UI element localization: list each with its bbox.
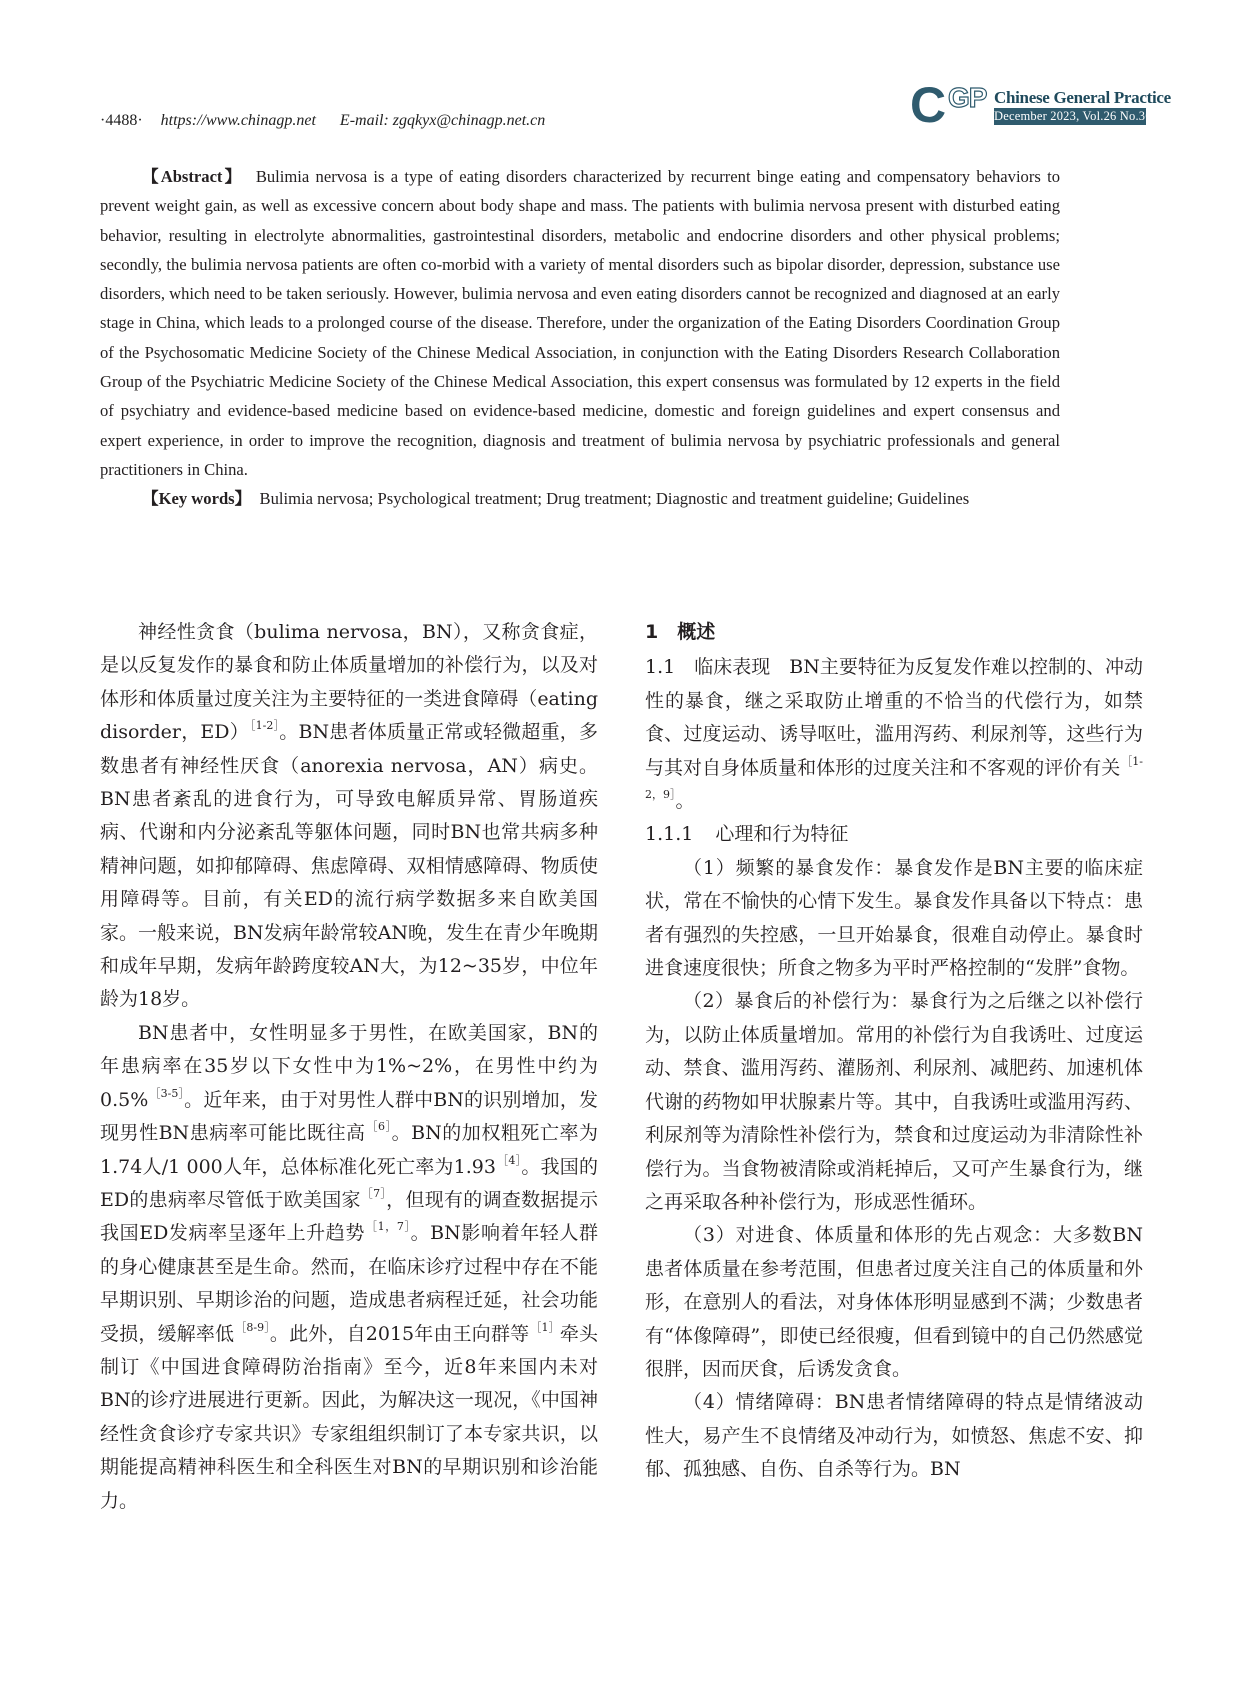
journal-title: Chinese General Practice: [994, 88, 1171, 107]
abstract-paragraph: [100, 162, 1060, 484]
citation[interactable]: ［1-2，9］: [645, 754, 1143, 802]
list-item: （4）情绪障碍：BN患者情绪障碍的特点是情绪波动性大，易产生不良情绪及冲动行为，如愤怒、焦虑不安、抑郁、孤独感、自伤、自杀等行为。BN: [645, 1391, 1143, 1481]
page-header: [100, 77, 1171, 140]
citation[interactable]: ［4］: [496, 1153, 522, 1167]
citation[interactable]: ［6］: [366, 1120, 392, 1134]
citation[interactable]: ［3-5］: [149, 1086, 185, 1100]
keywords-text: Bulimia nervosa; Psychological treatment; Drug treatment; Diagnostic and treatment guideline; Guidelines: [259, 489, 970, 509]
subsection-1-1: 1.1 临床表现 BN主要特征为反复发作难以控制的、冲动性的暴食，继之采取防止增重的不恰当的代偿行为，如禁食、过度运动、诱导呕吐，滥用泻药、利尿剂等，这些行为与其对自身体质量和体形的过度关注和不客观的评价有关$^{[1-2,9]}$。: [645, 656, 1143, 813]
abstract-label: 【Abstract】: [142, 167, 244, 186]
keywords-label: 【Key words】: [142, 489, 252, 509]
website-link[interactable]: https://www.chinagp.net: [160, 112, 316, 129]
intro-paragraph-2: BN患者中，女性明显多于男性，在欧美国家，BN的年患病率在35岁以下女性中为1%~2%，在男性中约为0.5%$^{[3-5]}$。近年来，由于对男性人群中BN的识别增加，发现男性BN患病率可能比既往高$^{[6]}$。BN的加权粗死亡率为1.74人/1 000人年，总体标准化死亡率为$1.93^{[4]}$。我国的ED的患病率尽管低于欧美国家$^{[7]}$，但现有的调查数据提示我国ED发病率呈逐年上升趋势$^{[1,7]}$。BN影响着年轻人群的身心健康甚至是生命。然而，在临床诊疗过程中存在不能早期识别、早期诊治的问题，造成患者病程迁延，社会功能受损，缓解率低$^{[8-9]}$。此外，自2015年由王向群等$^{[1]}$牵头制订《中国进食障碍防治指南》至今，近8年来国内未对BN的诊疗进展进行更新。因此，为解决这一现况，《中国神经性贪食诊疗专家共识》专家组组织制订了本专家共识，以期能提高精神科医生和全科医生对BN的早期识别和诊治能力。: [100, 1021, 599, 1512]
citation[interactable]: ［8-9］: [235, 1320, 270, 1334]
issue-info: December 2023, Vol.26 No.36: [994, 109, 1152, 123]
logo-letter: C: [910, 77, 947, 133]
list-item: （3）对进食、体质量和体形的先占观念：大多数BN患者体质量在参考范围，但患者过度关注自己的体质量和外形，在意别人的看法，对身体体形明显感到不满；少数患者有“体像障碍”，即使已经很瘦，但看到镜中的自己仍然感觉很胖，因而厌食，后诱发贪食。: [645, 1224, 1143, 1380]
keywords-paragraph: [100, 484, 1060, 513]
citation[interactable]: ［1，7］: [366, 1220, 411, 1234]
intro-paragraph-1: 神经性贪食（bulima nervosa，BN），又称贪食症，是以反复发作的暴食和防止体质量增加的补偿行为，以及对体形和体质量过度关注为主要特征的一类进食障碍（eating disorder，ED）$^{[1-2]}$。BN患者体质量正常或轻微超重，多数患者有神经性厌食（anorexia nervosa，AN）病史。BN患者紊乱的进食行为，可导致电解质异常、胃肠道疾病、代谢和内分泌紊乱等躯体问题，同时BN也常共病多种精神问题，如抑郁障碍、焦虑障碍、双相情感障碍、物质使用障碍等。目前，有关ED的流行病学数据多来自欧美国家。一般来说，BN发病年龄常较AN晚，发生在青少年晚期和成年早期，发病年龄跨度较AN大，为12~35岁，中位年龄为18岁。: [100, 621, 598, 1011]
right-column: [645, 616, 1143, 1487]
logo-gp: GP: [948, 82, 987, 113]
header-left: [100, 112, 545, 130]
subsection-1-1-1-heading: 1.1.1 心理和行为特征: [645, 823, 849, 846]
citation[interactable]: ［7］: [361, 1186, 387, 1200]
citation[interactable]: ［1］: [530, 1320, 560, 1334]
abstract-text: Bulimia nervosa is a type of eating disorders characterized by recurrent binge eating and compensatory behaviors to prevent weight gain, as well as excessive concern about body shape and mass. The patients with bulimia nervosa present with disturbed eating behavior, resulting in electrolyte abnormalities, gastrointestinal disorders, metabolic and endocrine disorders and other physical problems; secondly, the bulimia nervosa patients are often co-morbid with a variety of mental disorders such as bipolar disorder, depression, substance use disorders, which need to be taken seriously. However, bulimia nervosa and even eating disorders cannot be recognized and diagnosed at an early stage in China, which leads to a prolonged course of the disease. Therefore, under the organization of the Eating Disorders Coordination Group of the Psychosomatic Medicine Society of the Chinese Medical Association, in conjunction with the Eating Disorders Research Collaboration Group of the Psychiatric Medicine Society of the Chinese Medical Association, this expert consensus was formulated by 12 experts in the field of psychiatry and evidence-based medicine based on evidence-based medicine, domestic and foreign guidelines and expert consensus and expert experience, in order to improve the recognition, diagnosis and treatment of bulimia nervosa by psychiatric professionals and general practitioners in China.: [100, 167, 1061, 479]
citation[interactable]: ［1-2］: [249, 719, 280, 733]
page-number: ·4488·: [100, 112, 143, 129]
list-item: （1）频繁的暴食发作：暴食发作是BN主要的临床症状，常在不愉快的心情下发生。暴食发作具备以下特点：患者有强烈的失控感，一旦开始暴食，很难自动停止。暴食时进食速度很快；所食之物多为平时严格控制的“发胖”食物。: [645, 856, 1143, 980]
email-address: E-mail: zgqkyx@chinagp.net.cn: [339, 112, 546, 129]
left-column: [100, 616, 598, 1518]
journal-logo: [910, 77, 1171, 133]
list-item: （2）暴食后的补偿行为：暴食行为之后继之以补偿行为，以防止体质量增加。常用的补偿行为自我诱吐、过度运动、禁食、滥用泻药、灌肠剂、利尿剂、减肥药、加速机体代谢的药物如甲状腺素片等。其中，自我诱吐或滥用泻药、利尿剂等为清除性补偿行为，禁食和过度运动为非清除性补偿行为。当食物被清除或消耗掉后，又可产生暴食行为，继之再采取各种补偿行为，形成恶性循环。: [645, 990, 1143, 1213]
abstract-block: [100, 162, 1060, 514]
section-heading: 1 概述: [645, 621, 716, 643]
